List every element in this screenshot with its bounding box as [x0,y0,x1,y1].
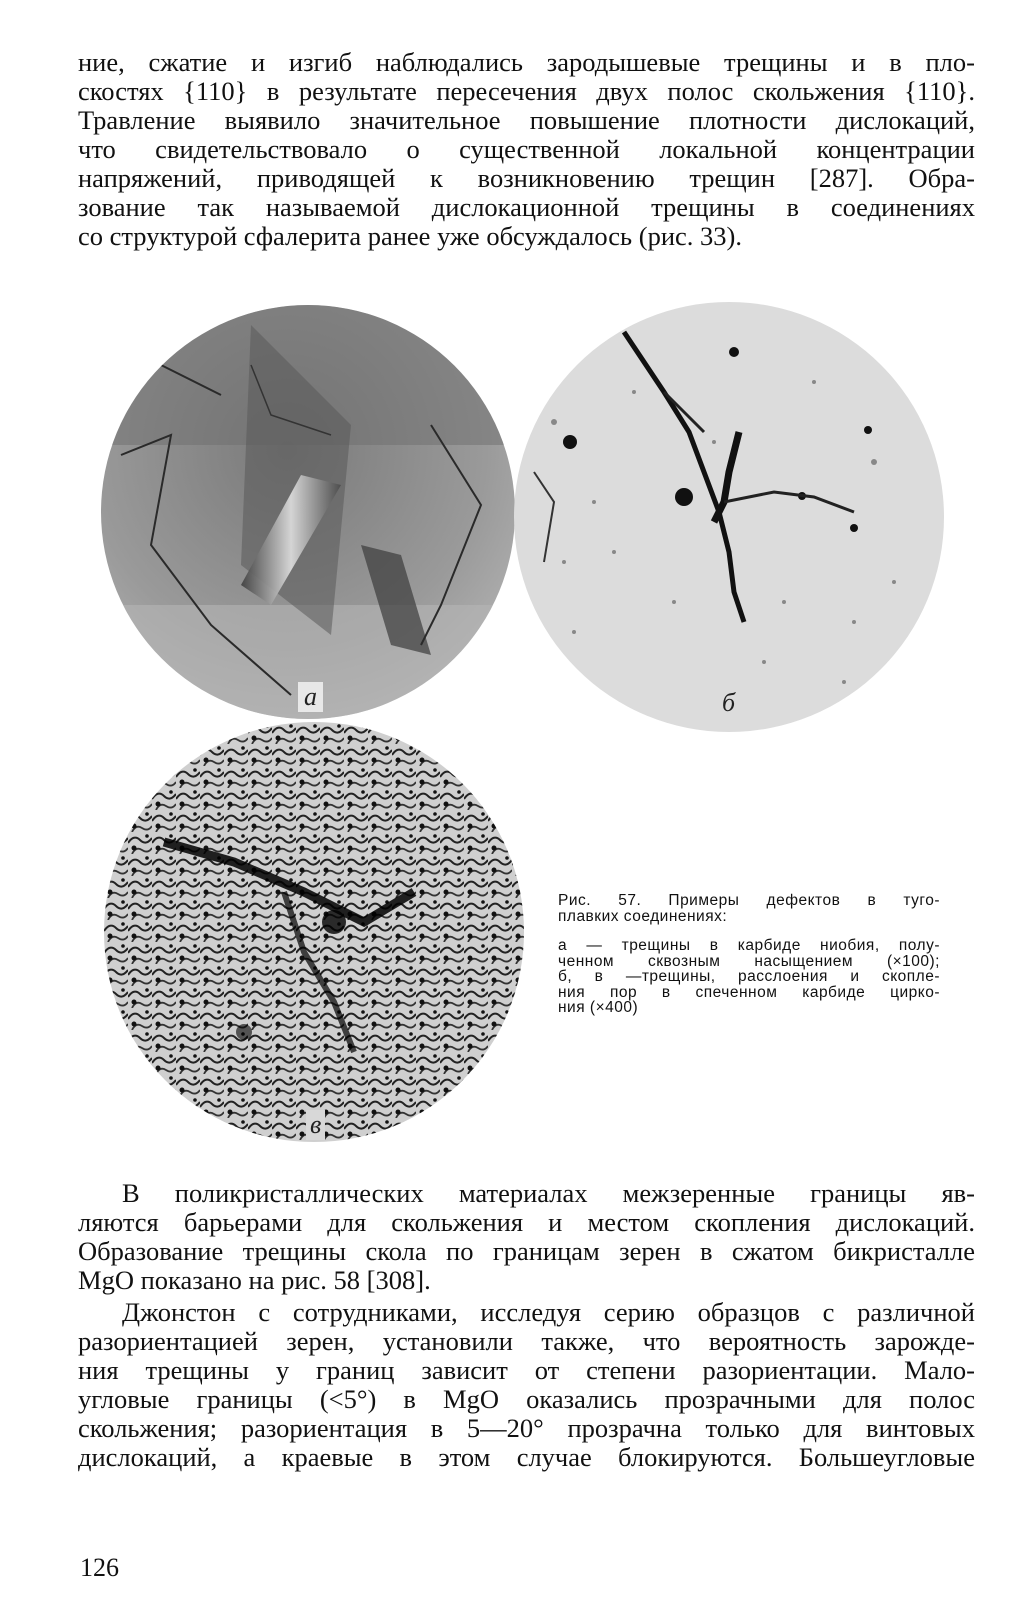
text-line: Травление выявило значительное повышение плотности дислокаций, [78,105,975,135]
caption-line: ния пор в спеченном карбиде цирко- [558,983,940,1001]
text-line: Образование трещины скола по границам зерен в сжатом бикристалле [78,1236,975,1266]
text-line: угловые границы (<5°) в MgO оказались прозрачными для полос [78,1384,975,1414]
figure-caption-body [558,938,940,1016]
panel-letter-a: а [298,682,323,712]
text-line: дислокаций, а краевые в этом случае блокируются. Большеугловые [78,1442,975,1472]
micrograph-b [514,302,944,732]
figure-caption-title [558,893,940,924]
caption-line: плавких соединениях: [558,907,728,925]
text-line: ляются барьерами для скольжения и местом скопления дислокаций. [78,1207,975,1237]
caption-line: ния (×400) [558,999,639,1016]
micrograph-a [101,305,515,719]
text-line: со структурой сфалерита ранее уже обсуждалось (рис. 33). [78,221,742,251]
text-line: ния трещины у границ зависит от степени разориентации. Мало- [78,1355,975,1385]
micrograph-v [104,722,524,1142]
top-paragraph [78,48,975,251]
paragraph-johnston [78,1298,975,1472]
caption-line: а — трещины в карбиде ниобия, полу- [558,937,940,954]
text-line: MgO показано на рис. 58 [308]. [78,1265,431,1295]
text-line: напряжений, приводящей к возникновению трещин [287]. Обра- [78,163,975,193]
text-line: что свидетельствовало о существенной локальной концентрации [78,134,975,164]
text-line: разориентацией зерен, установили также, что вероятность зарожде- [78,1326,975,1356]
text-line: ние, сжатие и изгиб наблюдались зародышевые трещины и в пло- [78,47,975,77]
text-line: зование так называемой дислокационной трещины в соединениях [78,192,975,222]
text-line: В поликристаллических материалах межзеренные границы яв- [122,1178,975,1208]
page-number: 126 [80,1553,119,1582]
text-line: Джонстон с сотрудниками, исследуя серию образцов с различной [122,1297,975,1327]
caption-line: ченном сквозным насыщением (×100); [558,952,940,970]
text-line: скостях {110} в результате пересечения двух полос скольжения {110}. [78,76,975,106]
paragraph-grain-boundaries [78,1179,975,1295]
panel-letter-v: в [306,1110,325,1140]
text-line: скольжения; разориентация в 5—20° прозрачна только для винтовых [78,1413,975,1443]
caption-line: Рис. 57. Примеры дефектов в туго- [558,892,940,909]
caption-line: б, в —трещины, расслоения и скопле- [558,968,940,985]
panel-letter-b: б [722,688,736,717]
